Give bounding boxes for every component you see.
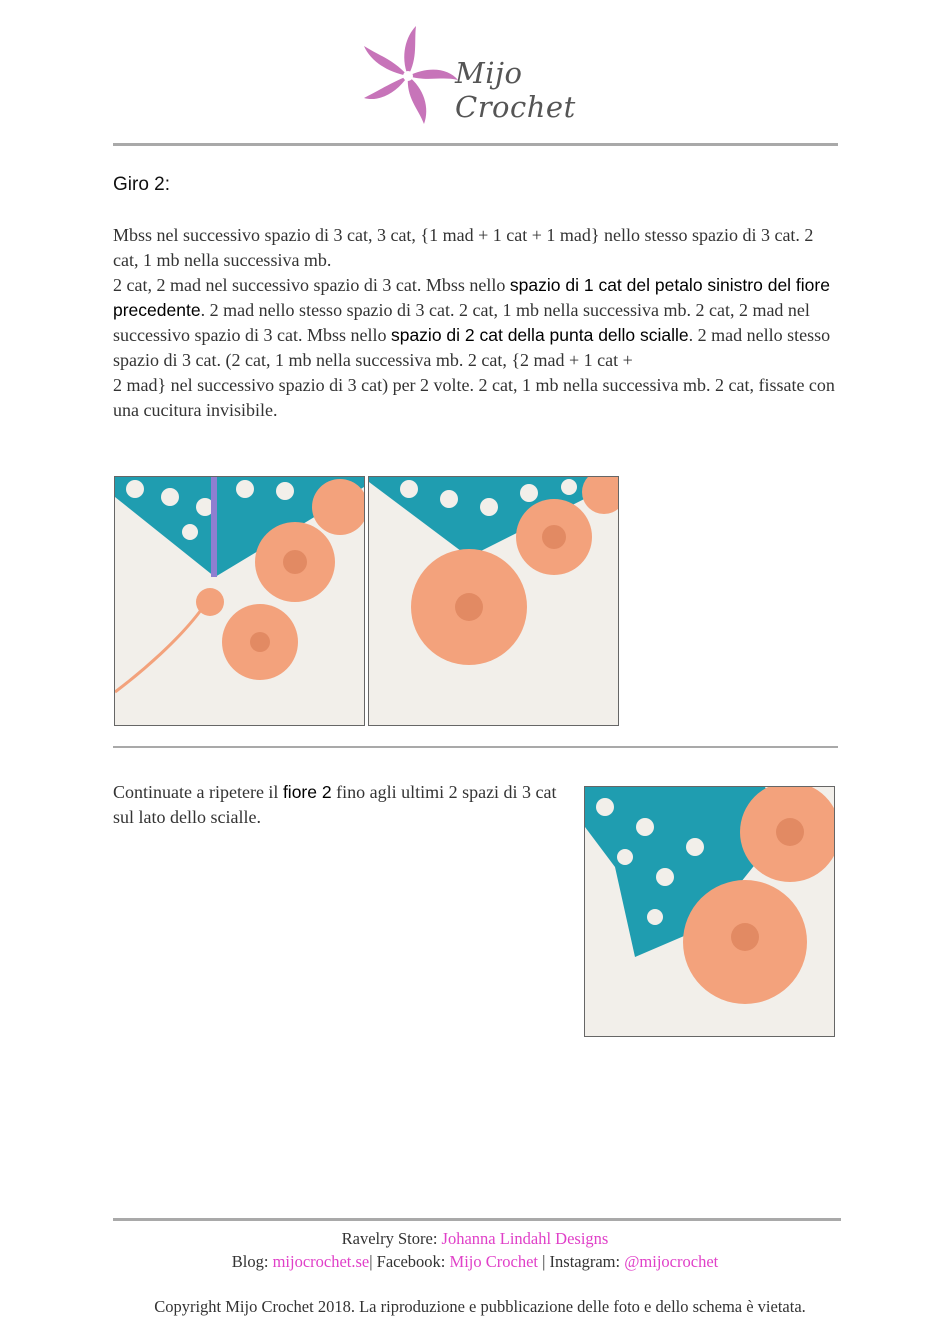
blog-link[interactable]: mijocrochet.se (272, 1252, 370, 1271)
copyright-notice: Copyright Mijo Crochet 2018. La riproduzione e pubblicazione delle foto e dello schema è vietata. (154, 1297, 806, 1316)
instruction-p1: Mbss nel successivo spazio di 3 cat, 3 cat, {1 mad + 1 cat + 1 mad} nello stesso spazio di 3 cat. 2 cat, 1 mb nella successiva mb. (113, 225, 814, 270)
blog-label: Blog: (231, 1252, 273, 1271)
footer-social-line (110, 1252, 840, 1272)
highlight-shawl-tip: spazio di 2 cat della punta dello scialle (390, 325, 689, 345)
highlight-flower-2: fiore 2 (282, 782, 332, 802)
continue-paragraph (113, 780, 573, 830)
flower-logo-icon (360, 20, 460, 132)
instruction-p2 (113, 273, 840, 373)
header-divider (113, 143, 838, 146)
crochet-photo-image (585, 787, 834, 1036)
text-run: Continuate a ripetere il (113, 782, 283, 802)
instruction-p3: 2 mad} nel successivo spazio di 3 cat) per 2 volte. 2 cat, 1 mb nella successiva mb. 2 cat, fissate con una cucitura invisibile. (113, 375, 835, 420)
logo-text: Mijo Crochet (455, 56, 576, 124)
crochet-photo-image (115, 477, 364, 725)
logo (360, 20, 600, 132)
ravelry-store-link[interactable]: Johanna Lindahl Designs (441, 1229, 609, 1248)
photo-flowers-row (584, 786, 835, 1037)
crochet-photo-image (369, 477, 618, 725)
photo-flower-joining (114, 476, 365, 726)
store-label: Ravelry Store: (341, 1229, 442, 1248)
footer-store-line (110, 1229, 840, 1249)
instructions-paragraph (113, 223, 840, 423)
text-run: 2 cat, 2 mad nel successivo spazio di 3 cat. Mbss nello (113, 275, 510, 295)
text-run: . 2 mad nello stesso spazio di 3 cat. 2 cat, 1 mb nella successiva mb. 2 cat, 2 mad nel successivo spazio di 3 cat. Mbss nello (113, 300, 810, 345)
facebook-link[interactable]: Mijo Crochet (449, 1252, 538, 1271)
text-run: . 2 mad nello stesso spazio di 3 cat. (2 cat, 1 mb nella successiva mb. 2 cat, {2 mad + 1 cat + (113, 325, 831, 370)
facebook-label: | Facebook: (369, 1252, 450, 1271)
section-heading: Giro 2: (113, 174, 171, 195)
instagram-link[interactable]: @mijocrochet (624, 1252, 719, 1271)
footer-divider (113, 1218, 841, 1221)
section-divider (113, 746, 838, 748)
photo-flower-joined (368, 476, 619, 726)
text-run: fino agli ultimi 2 spazi di 3 cat sul lato dello scialle. (113, 782, 557, 827)
instagram-label: | Instagram: (537, 1252, 625, 1271)
highlight-left-petal: spazio di 1 cat del petalo sinistro del fiore precedente (113, 275, 830, 320)
